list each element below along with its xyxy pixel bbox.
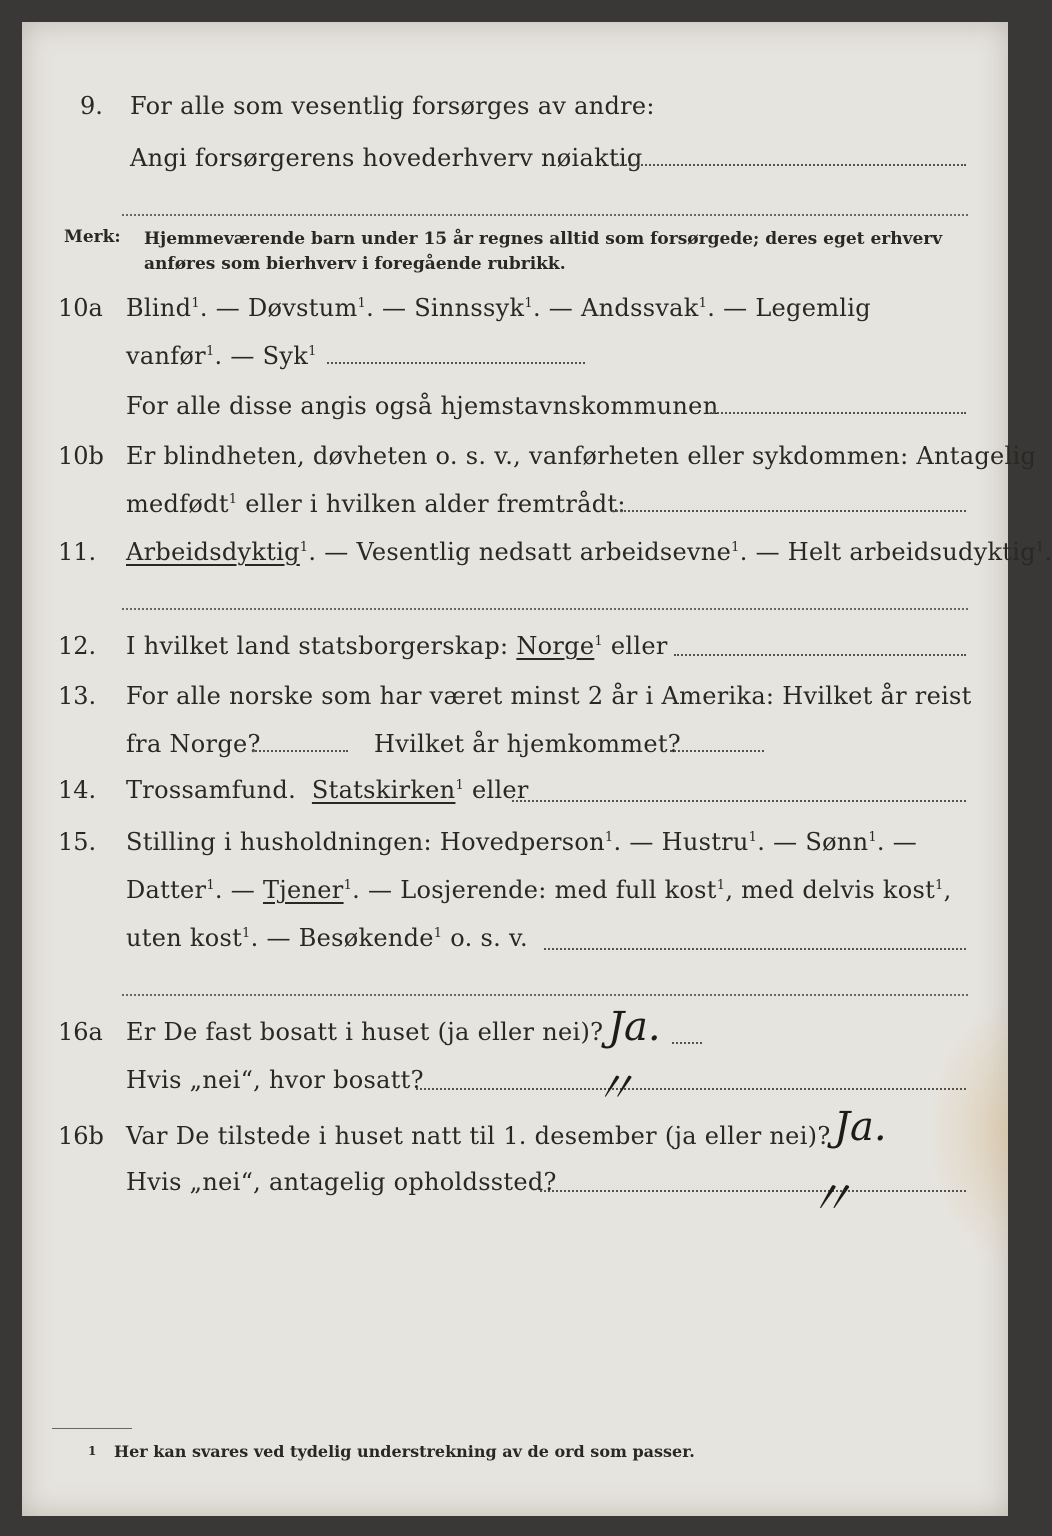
q13-line1: For alle norske som har været minst 2 år i Amerika: Hvilket år reist	[126, 682, 972, 710]
q16b-place-field[interactable]	[540, 1190, 966, 1192]
q11-number: 11.	[58, 538, 97, 566]
option-losjerende-full[interactable]: . — Losjerende: med full kost	[352, 876, 717, 904]
option-arbeidsdyktig-underlined[interactable]: Arbeidsdyktig	[126, 538, 300, 566]
q13-fra-norge: fra Norge?	[126, 730, 261, 758]
q13-hjemkommet: Hvilket år hjemkommet?	[374, 730, 681, 758]
q15-line1: Stilling i husholdningen: Hovedperson$^1$. — Hustru$^1$. — Sønn$^1$. —	[126, 828, 918, 856]
q13-year-left-field[interactable]	[252, 750, 348, 752]
q16b-ditto-mark: 〃	[806, 1171, 855, 1227]
q15-extra-line[interactable]	[122, 994, 968, 996]
option-uten-kost[interactable]: uten kost	[126, 924, 243, 952]
q16a-line2: Hvis „nei“, hvor bosatt?	[126, 1066, 424, 1094]
q15-number: 15.	[58, 828, 97, 856]
q16b-line1: Var De tilstede i huset natt til 1. desember (ja eller nei)?	[126, 1122, 831, 1150]
q10a-line1: Blind$^1$. — Døvstum$^1$. — Sinnssyk$^1$. — Andssvak$^1$. — Legemlig	[126, 294, 871, 322]
q12-answer-field[interactable]	[674, 654, 966, 656]
q10b-line2: medfødt$^1$ eller i hvilken alder fremtrådt:	[126, 490, 626, 518]
option-besokende[interactable]: . — Besøkende	[250, 924, 434, 952]
q11-line: Arbeidsdyktig$^1$. — Vesentlig nedsatt arbeidsevne$^1$. — Helt arbeidsudyktig$^1$.	[126, 538, 1052, 566]
q9-extra-line[interactable]	[122, 214, 968, 216]
q12-line: I hvilket land statsborgerskap: Norge$^1$ eller	[126, 632, 668, 660]
census-form-page	[22, 22, 1052, 1516]
option-vanfor[interactable]: vanfør	[126, 342, 206, 370]
q16a-number: 16a	[58, 1018, 103, 1046]
q15-line2: Datter$^1$. — Tjener$^1$. — Losjerende: med full kost$^1$, med delvis kost$^1$,	[126, 876, 952, 904]
q9-line1: For alle som vesentlig forsørges av andre:	[130, 92, 655, 120]
q12-number: 12.	[58, 632, 97, 660]
q16a-answer-field[interactable]	[672, 1042, 702, 1044]
q16a-handwritten-answer[interactable]: Ja.	[608, 1004, 661, 1050]
paper-stain	[928, 1002, 1008, 1262]
option-delvis-kost[interactable]: , med delvis kost	[725, 876, 936, 904]
option-tjener-underlined[interactable]: Tjener	[263, 876, 344, 904]
q15-answer-field[interactable]	[544, 948, 966, 950]
option-syk[interactable]: Syk	[262, 342, 309, 370]
option-hovedperson[interactable]: Stilling i husholdningen: Hovedperson	[126, 828, 605, 856]
q16b-handwritten-answer[interactable]: Ja.	[834, 1104, 887, 1150]
footnote-text: Her kan svares ved tydelig understrekning av de ord som passer.	[114, 1442, 695, 1461]
footnote-rule	[52, 1428, 132, 1429]
q10a-hjemstavn-field[interactable]	[710, 412, 966, 414]
option-helt-udyktig[interactable]: . — Helt arbeidsudyktig	[739, 538, 1036, 566]
q15-line3: uten kost$^1$. — Besøkende$^1$ o. s. v.	[126, 924, 528, 952]
q10a-answer-field[interactable]	[327, 362, 585, 364]
q13-number: 13.	[58, 682, 97, 710]
option-blind[interactable]: Blind	[126, 294, 192, 322]
q16a-ditto-mark: 〃	[592, 1063, 636, 1114]
option-medfodt[interactable]: medfødt	[126, 490, 229, 518]
q10b-line1: Er blindheten, døvheten o. s. v., vanførheten eller sykdommen: Antagelig	[126, 442, 1037, 470]
q16a-where-field[interactable]	[416, 1088, 966, 1090]
q16b-line2: Hvis „nei“, antagelig opholdssted?	[126, 1168, 557, 1196]
q10a-number: 10a	[58, 294, 103, 322]
merk-label: Merk:	[64, 227, 121, 247]
option-sonn[interactable]: . — Sønn	[757, 828, 869, 856]
option-legemlig[interactable]: Legemlig	[755, 294, 871, 322]
merk-line1: Hjemmeværende barn under 15 år regnes alltid som forsørgede; deres eget erhverv	[144, 229, 943, 249]
option-hustru[interactable]: . — Hustru	[613, 828, 749, 856]
q14-answer-field[interactable]	[512, 800, 966, 802]
q9-answer-field[interactable]	[614, 164, 966, 166]
q9-number: 9.	[80, 92, 103, 120]
q16b-number: 16b	[58, 1122, 104, 1150]
q10b-number: 10b	[58, 442, 104, 470]
q11-extra-line[interactable]	[122, 608, 968, 610]
footnote-mark: 1	[88, 1444, 97, 1458]
option-sinnssyk[interactable]: Sinnssyk	[414, 294, 525, 322]
q16a-line1: Er De fast bosatt i huset (ja eller nei)?	[126, 1018, 604, 1046]
option-andssvak[interactable]: Andssvak	[581, 294, 699, 322]
option-statskirken-underlined[interactable]: Statskirken	[311, 776, 456, 804]
q10b-answer-field[interactable]	[612, 510, 966, 512]
q14-line: Trossamfund. Statskirken$^1$ eller	[126, 776, 529, 804]
q10a-line2: vanfør$^1$. — Syk$^1$	[126, 342, 317, 370]
option-dovstum[interactable]: Døvstum	[247, 294, 358, 322]
q14-number: 14.	[58, 776, 97, 804]
option-norge-underlined[interactable]: Norge	[516, 632, 595, 660]
q9-line2: Angi forsørgerens hovederhverv nøiaktig	[130, 144, 643, 172]
merk-line2: anføres som bierhverv i foregående rubrikk.	[144, 254, 566, 274]
option-datter[interactable]: Datter	[126, 876, 207, 904]
q10a-line3: For alle disse angis også hjemstavnskommunen	[126, 392, 719, 420]
q13-year-returned-field[interactable]	[670, 750, 764, 752]
option-nedsatt[interactable]: . — Vesentlig nedsatt arbeidsevne	[308, 538, 732, 566]
